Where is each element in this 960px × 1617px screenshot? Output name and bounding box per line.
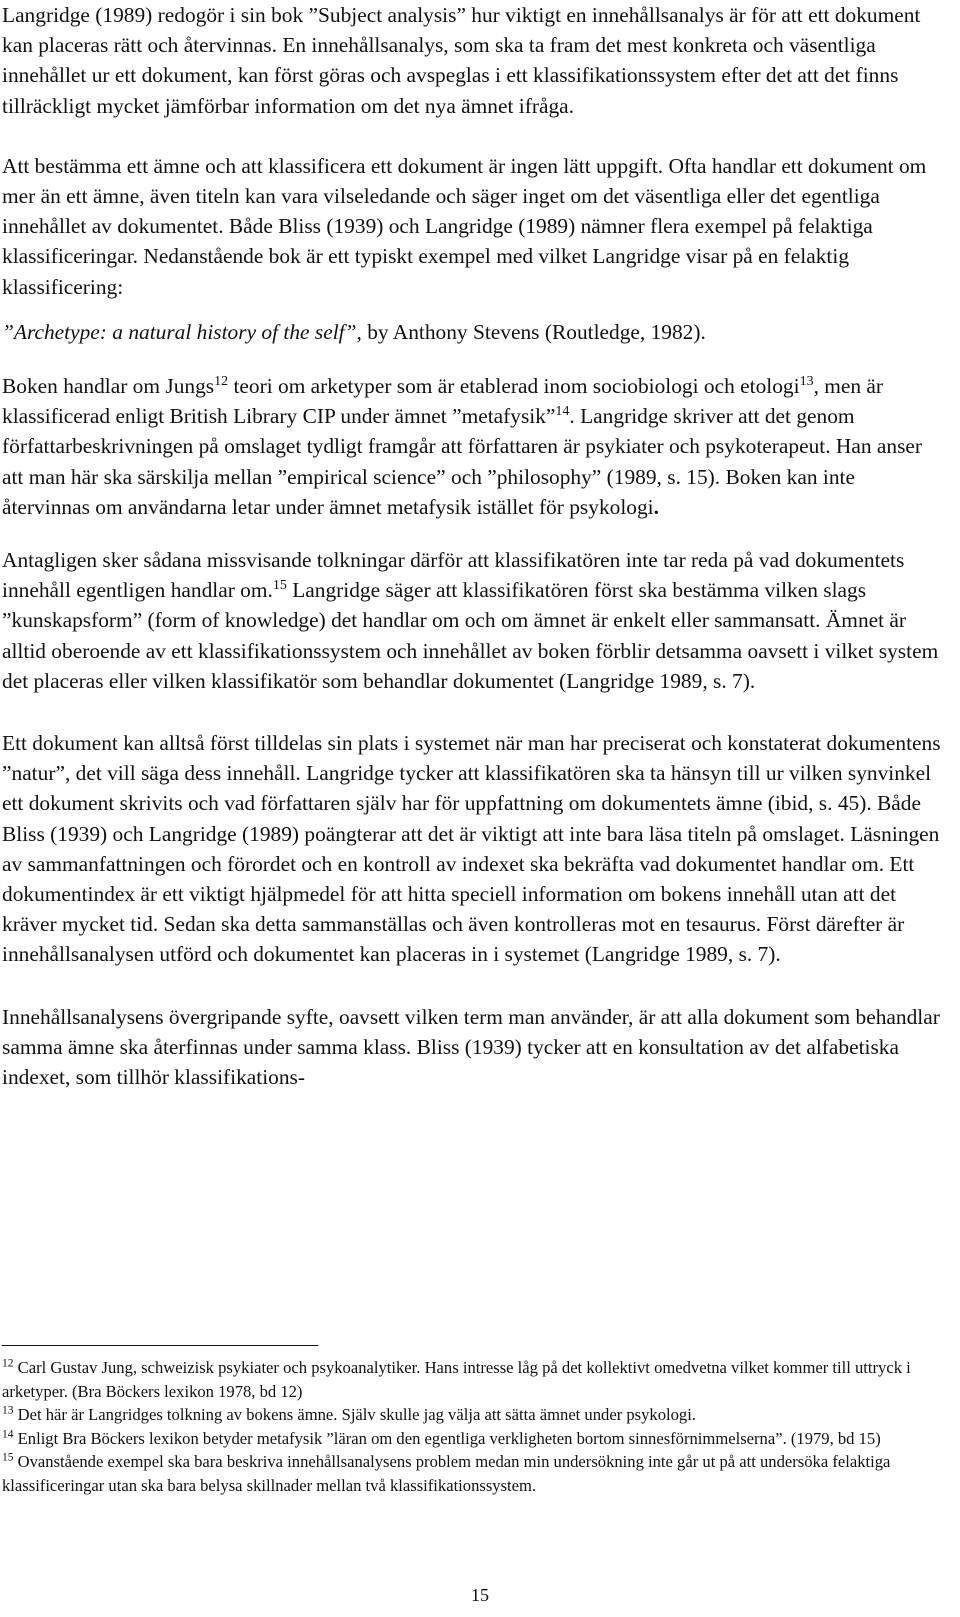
paragraph-5 bbox=[2, 545, 946, 696]
footnote-ref-15: 15 bbox=[272, 578, 287, 594]
footnote-ref-14: 14 bbox=[555, 404, 570, 420]
footnote-14 bbox=[2, 1427, 942, 1451]
paragraph-2: Att bestämma ett ämne och att klassificera ett dokument är ingen lätt uppgift. Ofta handlar ett dokument om mer än ett ämne, även titeln kan vara vilseledande och säger inget om det väsentliga eller det egentliga innehållet av dokumentet. Både Bliss (1939) och Langridge (1989) nämner flera exempel på felaktiga klassificeringar. Nedanstående bok är ett typiskt exempel med vilket Langridge visar på en felaktig klassificering: bbox=[2, 153, 927, 299]
paragraph-4-period: . bbox=[653, 494, 659, 519]
paragraph-6: Ett dokument kan alltså först tilldelas sin plats i systemet när man har preciserat och konstaterat dokumentens ”natur”, det vill säga dess innehåll. Langridge tycker att klassifikatören ska ta hänsyn till ur vilken synvinkel ett dokument skrivits och vad författaren själv har för uppfattning om dokumentets ämne (ibid, s. 45). Både Bliss (1939) och Langridge (1989) poängterar att det är viktigt att inte bara läsa titeln på omslaget. Läsningen av sammanfattningen och förordet och en kontroll av indexet ska bekräfta vad dokumentet handlar om. Ett dokumentindex är ett viktigt hjälpmedel för att hitta speciell information om bokens innehåll utan att det kräver mycket tid. Sedan ska detta sammanställas och även kontrolleras mot en tesaurus. Först därefter är innehållsanalysen utförd och dokumentet kan placeras in i systemet (Langridge 1989, s. 7). bbox=[2, 731, 941, 967]
paragraph-4-text-b: teori om arketyper som är etablerad inom sociobiologi och etologi bbox=[228, 374, 800, 399]
footnote-12 bbox=[2, 1356, 942, 1403]
footnote-ref-13: 13 bbox=[799, 373, 814, 389]
footnote-13 bbox=[2, 1403, 942, 1427]
paragraph-1: Langridge (1989) redogör i sin bok ”Subject analysis” hur viktigt en innehållsanalys är för att ett dokument kan placeras rätt och återvinnas. En innehållsanalys, som ska ta fram det mest konkreta och väsentliga innehållet ur ett dokument, kan först göras och avspeglas i ett klassifikationssystem efter det att det finns tillräckligt mycket jämförbar information om det nya ämnet ifråga. bbox=[2, 3, 921, 118]
footnote-number: 13 bbox=[2, 1404, 14, 1417]
footnote-text: Enligt Bra Böckers lexikon betyder metafysik ”läran om den egentliga verkligheten bortom sinnesförnimmelserna”. (1979, bd 15) bbox=[13, 1428, 881, 1448]
paragraph-5-text-a: Antagligen sker sådana missvisande tolkningar därför att klassifikatören inte tar reda på vad dokumentets innehåll egentligen handlar om. bbox=[2, 548, 905, 603]
paragraph-4 bbox=[2, 371, 946, 522]
footnote-ref-12: 12 bbox=[214, 373, 229, 389]
footnote-number: 14 bbox=[2, 1428, 14, 1441]
footnote-number: 15 bbox=[2, 1451, 14, 1464]
footnote-15 bbox=[2, 1450, 942, 1497]
footnote-text: Carl Gustav Jung, schweizisk psykiater och psykoanalytiker. Hans intresse låg på det kollektivt omedvetna vilket kommer till uttryck i arketyper. (Bra Böckers lexikon 1978, bd 12) bbox=[2, 1358, 911, 1401]
paragraph-7: Innehållsanalysens övergripande syfte, oavsett vilken term man använder, är att alla dokument som behandlar samma ämne ska återfinnas under samma klass. Bliss (1939) tycker att en konsultation av det alfabetiska indexet, som tillhör klassifikations- bbox=[2, 1004, 940, 1090]
footnote-number: 12 bbox=[2, 1357, 14, 1370]
page-number: 15 bbox=[471, 1585, 489, 1605]
footnote-divider bbox=[2, 1345, 318, 1346]
footnote-text: Det här är Langridges tolkning av bokens ämne. Själv skulle jag välja att sätta ämnet under psykologi. bbox=[13, 1405, 696, 1425]
paragraph-4-text-c: , men är klassificerad enligt British Library CIP under ämnet ”metafysik” bbox=[2, 374, 884, 429]
footnote-text: Ovanstående exempel ska bara beskriva innehållsanalysens problem medan min undersökning inte går ut på att undersöka felaktiga klassificeringar utan ska bara belysa skillnader mellan två klassifikationssystem. bbox=[2, 1452, 891, 1495]
book-citation bbox=[2, 317, 946, 347]
book-title: ”Archetype: a natural history of the self” bbox=[2, 319, 357, 344]
paragraph-4-text-d: . Langridge skriver att det genom författarbeskrivningen på omslaget tydligt framgår att författaren är psykiater och psykoterapeut. Han anser att man här ska särskilja mellan ”empirical science” och ”philosophy” (1989, s. 15). Boken kan inte återvinnas om användarna letar under ämnet metafysik istället för psykologi bbox=[2, 404, 923, 519]
paragraph-4-text-a: Boken handlar om Jungs bbox=[2, 374, 215, 399]
paragraph-5-text-b: Langridge säger att klassifikatören först ska bestämma vilken slags ”kunskapsform” (form of knowledge) det handlar om och om ämnet är enkelt eller sammansatt. Ämnet är alltid oberoende av ett klassifikationssystem och innehållet av boken förblir detsamma oavsett i vilket system det placeras eller vilken klassifikatör som behandlar dokumentet (Langridge 1989, s. 7). bbox=[2, 578, 939, 693]
book-citation-rest: , by Anthony Stevens (Routledge, 1982). bbox=[356, 319, 706, 344]
footnotes bbox=[2, 1356, 942, 1498]
body-text bbox=[2, 0, 946, 1092]
